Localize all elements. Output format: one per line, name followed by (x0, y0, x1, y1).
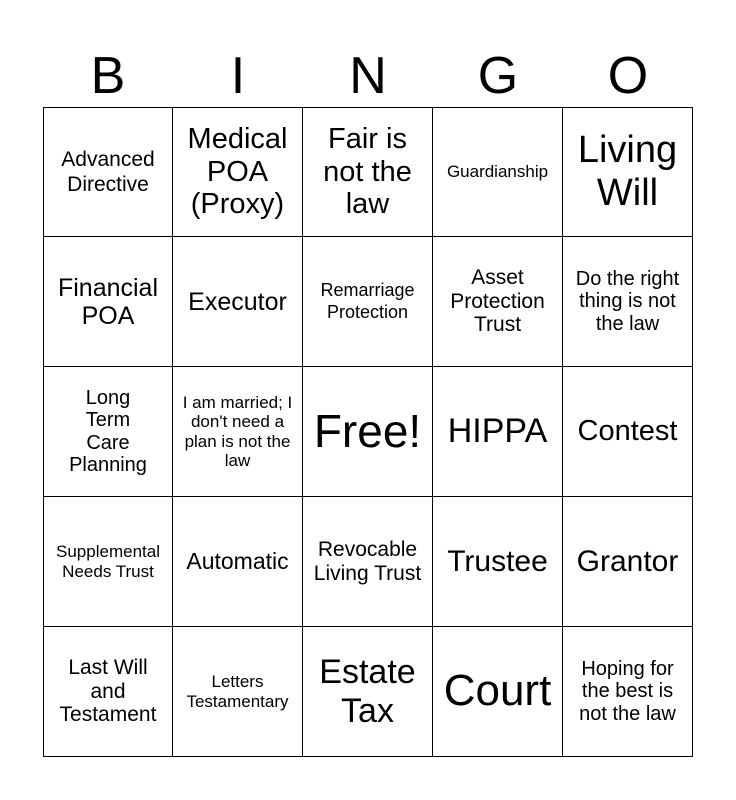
cell-text: Executor (188, 287, 287, 316)
cell-text: Supplemental Needs Trust (56, 542, 160, 581)
bingo-cell[interactable] (43, 107, 173, 237)
bingo-cell[interactable] (563, 367, 693, 497)
cell-text: Court (443, 666, 552, 716)
header-letter-g: G (477, 47, 519, 105)
cell-text: Living Will (577, 129, 678, 214)
bingo-cell[interactable] (43, 627, 173, 757)
bingo-cell[interactable] (433, 107, 563, 237)
bingo-cell[interactable] (563, 497, 693, 627)
header-letter-i: I (230, 47, 246, 105)
header-letter-b: B (90, 47, 126, 105)
cell-text: Long Term Care Planning (69, 386, 147, 476)
bingo-cell[interactable] (173, 497, 303, 627)
bingo-cell[interactable] (303, 627, 433, 757)
cell-text: Trustee (447, 544, 548, 578)
header-letter-n: N (349, 47, 387, 105)
bingo-cell[interactable] (43, 237, 173, 367)
bingo-cell[interactable] (173, 237, 303, 367)
bingo-cell[interactable] (173, 107, 303, 237)
cell-text: Automatic (186, 547, 289, 574)
bingo-header (43, 44, 693, 108)
header-letter-o: O (607, 47, 649, 105)
bingo-cell[interactable] (173, 367, 303, 497)
cell-text: Remarriage Protection (320, 279, 415, 322)
bingo-cell[interactable] (303, 237, 433, 367)
cell-text: Advanced Directive (61, 147, 155, 196)
cell-text: Last Will and Testament (59, 656, 157, 727)
bingo-cell[interactable] (303, 367, 433, 497)
bingo-cell[interactable] (43, 497, 173, 627)
bingo-cell[interactable] (433, 237, 563, 367)
cell-text: Revocable Living Trust (313, 537, 422, 585)
bingo-cell[interactable] (173, 627, 303, 757)
bingo-cell[interactable] (563, 237, 693, 367)
bingo-cell[interactable] (303, 497, 433, 627)
cell-text: Guardianship (446, 161, 549, 181)
cell-text: Do the right thing is not the law (575, 267, 680, 335)
cell-text: Financial POA (57, 273, 159, 330)
free-space-text: Free! (313, 404, 422, 457)
cell-text: Medical POA (Proxy) (187, 123, 288, 221)
cell-text: Fair is not the law (323, 123, 412, 221)
cell-text: Asset Protection Trust (450, 266, 545, 337)
bingo-cell[interactable] (433, 367, 563, 497)
bingo-cell[interactable] (563, 627, 693, 757)
bingo-board (43, 107, 693, 757)
bingo-cell[interactable] (433, 497, 563, 627)
cell-text: Estate Tax (319, 653, 416, 730)
cell-text: Contest (577, 415, 678, 448)
bingo-cell[interactable] (433, 627, 563, 757)
cell-text: I am married; I don't need a plan is not the law (182, 393, 293, 470)
cell-text: Hoping for the best is not the law (579, 657, 676, 725)
cell-text: Letters Testamentary (186, 672, 289, 711)
bingo-cell[interactable] (563, 107, 693, 237)
cell-text: HIPPA (447, 412, 548, 451)
bingo-cell[interactable] (43, 367, 173, 497)
bingo-cell[interactable] (303, 107, 433, 237)
cell-text: Grantor (576, 544, 679, 578)
